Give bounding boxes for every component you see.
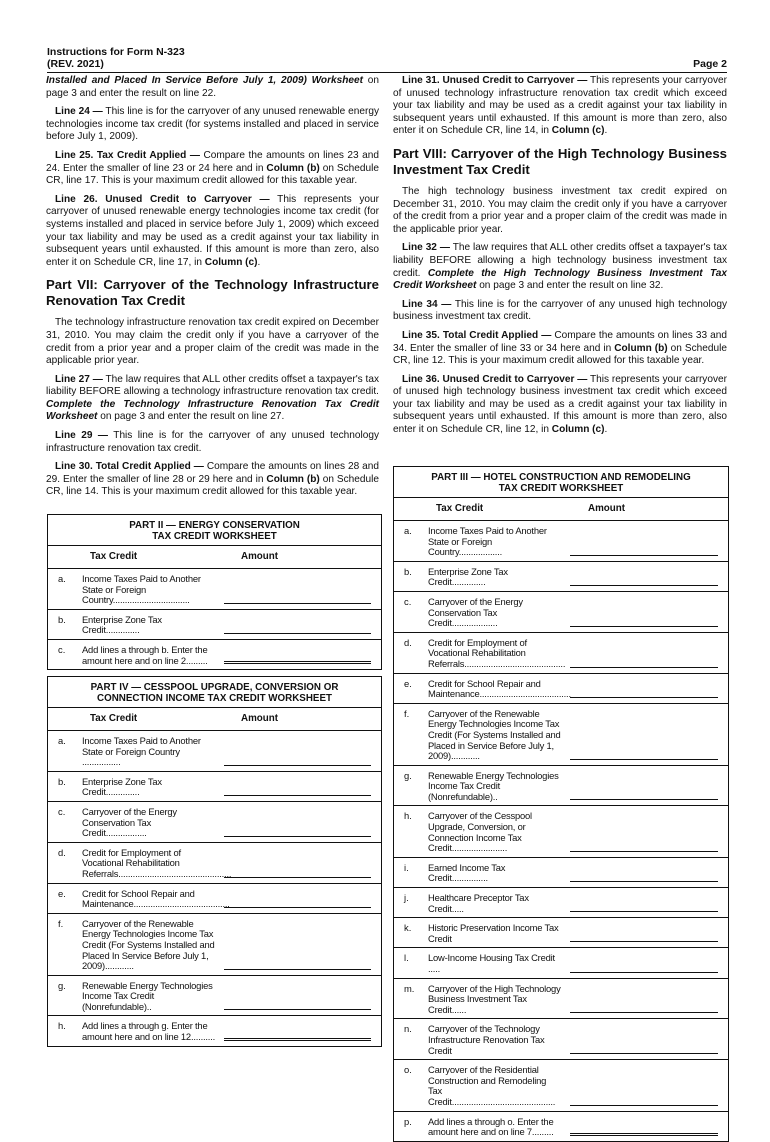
amount-entry-line[interactable] bbox=[224, 906, 371, 908]
worksheet-row bbox=[48, 568, 381, 609]
row-label: Low-Income Housing Tax Credit ..... bbox=[428, 952, 555, 974]
revision: (REV. 2021) bbox=[47, 58, 104, 70]
row-letter: i. bbox=[404, 861, 409, 873]
worksheet-title-line: TAX CREDIT WORKSHEET bbox=[152, 531, 277, 542]
row-label: Income Taxes Paid to Another State or Foreign Country................................ bbox=[82, 573, 201, 606]
amount-entry-line[interactable] bbox=[224, 968, 371, 970]
row-label: Credit for Employment of Vocational Rehabilitation Referrals............................................... bbox=[82, 846, 232, 879]
left-column bbox=[46, 75, 379, 505]
row-letter: b. bbox=[58, 613, 66, 625]
row-label: Carryover of the Energy Conservation Tax Credit................. bbox=[82, 805, 177, 839]
row-letter: a. bbox=[58, 573, 66, 584]
worksheet-row bbox=[394, 591, 728, 632]
amount-entry-line[interactable] bbox=[570, 666, 718, 668]
row-label: Enterprise Zone Tax Credit.............. bbox=[82, 613, 162, 636]
worksheet-row bbox=[394, 917, 728, 947]
amount-entry-line[interactable] bbox=[570, 798, 718, 800]
tax-credit-column-header: Tax Credit bbox=[436, 503, 484, 514]
row-label: Carryover of the Residential Construction and Remodeling Tax Credit........................................... bbox=[428, 1064, 556, 1107]
worksheet-title-line: PART III — HOTEL CONSTRUCTION AND REMODELING bbox=[431, 472, 691, 483]
amount-entry-line[interactable] bbox=[570, 625, 718, 627]
row-letter: a. bbox=[404, 525, 412, 536]
amount-entry-line[interactable] bbox=[570, 1132, 718, 1136]
row-label: Healthcare Preceptor Tax Credit..... bbox=[428, 892, 529, 914]
row-letter: e. bbox=[58, 887, 66, 899]
amount-entry-line[interactable] bbox=[570, 910, 718, 912]
amount-entry-line[interactable] bbox=[570, 758, 718, 760]
amount-entry-line[interactable] bbox=[224, 632, 371, 634]
worksheet-column-headers bbox=[48, 708, 381, 730]
row-letter: k. bbox=[404, 922, 412, 934]
line-34-paragraph: Line 34 — This line is for the carryover of any unused high technology business investment tax credit. bbox=[393, 298, 727, 323]
row-letter: m. bbox=[404, 982, 415, 994]
row-label: Carryover of the Energy Conservation Tax Credit................... bbox=[428, 595, 523, 629]
row-letter: p. bbox=[404, 1115, 412, 1127]
row-label: Credit for School Repair and Maintenance...................................... bbox=[428, 677, 571, 700]
amount-entry-line[interactable] bbox=[570, 850, 718, 852]
page-number: Page 2 bbox=[693, 58, 727, 70]
row-label: Renewable Energy Technologies Income Tax Credit (Nonrefundable).. bbox=[82, 979, 213, 1012]
worksheet-row bbox=[48, 771, 381, 801]
worksheet-row bbox=[48, 842, 381, 883]
amount-entry-line[interactable] bbox=[570, 584, 718, 586]
line-32-paragraph: Line 32 — The law requires that ALL other credits offset a taxpayer's tax liability BEFORE allowing a high technology business investment tax credit. Complete the High Technology Business Investment Tax Credit Worksheet on page 3 and enter the result on line 32. bbox=[393, 242, 727, 292]
line-36-paragraph: Line 36. Unused Credit to Carryover — This represents your carryover of unused high technology business investment tax credit which exceed your tax liability and may be used as a credit against your tax liability in subsequent years until exhausted. If this amount is more than zero, also enter it on Schedule CR, line 12, in Column (c). bbox=[393, 373, 727, 436]
row-letter: o. bbox=[404, 1064, 412, 1076]
part-3-worksheet bbox=[393, 466, 729, 1142]
amount-entry-line[interactable] bbox=[570, 940, 718, 942]
worksheet-title-line: PART IV — CESSPOOL UPGRADE, CONVERSION OR bbox=[90, 682, 339, 693]
amount-entry-line[interactable] bbox=[224, 764, 371, 766]
worksheet-row bbox=[48, 975, 381, 1016]
amount-entry-line[interactable] bbox=[224, 876, 371, 878]
form-title: Instructions for Form N-323 bbox=[47, 46, 185, 58]
worksheet-row bbox=[394, 887, 728, 917]
line-35-paragraph: Line 35. Total Credit Applied — Compare the amounts on lines 33 and 34. Enter the smaller of line 33 or 34 here and in Column (b) on Schedule CR, line 12. This is your maximum credit allowed for this taxable year. bbox=[393, 329, 727, 367]
amount-entry-line[interactable] bbox=[570, 1052, 718, 1054]
amount-column-header: Amount bbox=[241, 713, 279, 724]
worksheet-row bbox=[394, 1018, 728, 1059]
worksheet-row bbox=[394, 978, 728, 1019]
row-letter: c. bbox=[58, 805, 66, 817]
row-letter: h. bbox=[404, 810, 412, 822]
row-letter: d. bbox=[58, 846, 66, 858]
amount-entry-line[interactable] bbox=[224, 1008, 371, 1010]
amount-entry-line[interactable] bbox=[570, 696, 718, 698]
amount-entry-line[interactable] bbox=[570, 1104, 718, 1106]
line-26-paragraph: Line 26. Unused Credit to Carryover — This represents your carryover of unused renewable energy technologies income tax credit (for systems installed and placed in service before July 1, 2009) which exceed your tax liability and may be used as a credit against your tax liability in subsequent years until exhausted. If this amount is more than zero, also enter it on Schedule CR, line 17, in Column (c). bbox=[46, 193, 379, 268]
line-27-paragraph: Line 27 — The law requires that ALL other credits offset a taxpayer's tax liability BEFORE allowing a technology infrastructure renovation tax credit. Complete the Technology Infrastructure Renovation Tax Credit Worksheet on page 3 and enter the result on line 27. bbox=[46, 373, 380, 423]
worksheet-row bbox=[394, 520, 728, 561]
worksheet-title bbox=[394, 467, 728, 498]
worksheet-row bbox=[48, 883, 381, 913]
row-label: Add lines a through o. Enter the amount here and on line 7......... bbox=[428, 1115, 554, 1138]
worksheet-title-line: PART II — ENERGY CONSERVATION bbox=[129, 520, 300, 531]
amount-entry-line[interactable] bbox=[224, 835, 371, 837]
row-letter: c. bbox=[404, 595, 412, 607]
amount-entry-line[interactable] bbox=[570, 880, 718, 882]
tax-credit-column-header: Tax Credit bbox=[90, 713, 138, 724]
row-label: Add lines a through g. Enter the amount here and on line 12.......... bbox=[82, 1020, 215, 1043]
row-letter: g. bbox=[58, 979, 66, 991]
worksheet-row bbox=[48, 639, 381, 669]
worksheet-row bbox=[394, 632, 728, 673]
row-label: Carryover of the High Technology Business Investment Tax Credit...... bbox=[428, 982, 561, 1015]
row-label: Carryover of the Technology Infrastructure Renovation Tax Credit bbox=[428, 1023, 545, 1056]
row-label: Carryover of the Renewable Energy Technologies Income Tax Credit (For Systems Installed and Placed In Service Before July 1, 2009)............ bbox=[82, 917, 215, 972]
worksheet-row bbox=[394, 805, 728, 856]
row-letter: b. bbox=[58, 775, 66, 787]
worksheet-row bbox=[48, 801, 381, 842]
row-label: Enterprise Zone Tax Credit.............. bbox=[82, 775, 162, 798]
worksheet-row bbox=[394, 765, 728, 806]
amount-entry-line[interactable] bbox=[570, 554, 718, 556]
row-letter: h. bbox=[58, 1020, 66, 1032]
amount-entry-line[interactable] bbox=[570, 1011, 718, 1013]
amount-entry-line[interactable] bbox=[570, 971, 718, 973]
row-letter: e. bbox=[404, 677, 412, 689]
row-letter: g. bbox=[404, 769, 412, 781]
part-4-worksheet bbox=[47, 676, 382, 1047]
row-label: Credit for Employment of Vocational Rehabilitation Referrals.......................................... bbox=[428, 636, 566, 669]
worksheet-row bbox=[48, 1015, 381, 1045]
worksheet-title-line: CONNECTION INCOME TAX CREDIT WORKSHEET bbox=[97, 693, 332, 704]
worksheet-row bbox=[394, 1059, 728, 1110]
row-letter: f. bbox=[58, 917, 64, 929]
tax-credit-column-header: Tax Credit bbox=[90, 551, 138, 562]
worksheet-row bbox=[394, 561, 728, 591]
worksheet-column-headers bbox=[48, 546, 381, 568]
intro-paragraph: Installed and Placed In Service Before July 1, 2009) Worksheet on page 3 and enter the result on line 22. bbox=[46, 75, 379, 99]
row-letter: l. bbox=[404, 952, 409, 964]
row-letter: f. bbox=[404, 707, 410, 719]
worksheet-row bbox=[394, 1111, 728, 1141]
amount-entry-line[interactable] bbox=[224, 1037, 371, 1041]
worksheet-row bbox=[394, 703, 728, 765]
part-8-heading: Part VIII: Carryover of the High Technology Business Investment Tax Credit bbox=[393, 145, 727, 177]
line-25-paragraph: Line 25. Tax Credit Applied — Compare the amounts on lines 23 and 24. Enter the smaller of line 23 or 24 here and in Column (b) on Schedule CR, line 17. This is your maximum credit allowed for this taxable year. bbox=[46, 149, 379, 187]
worksheet-row bbox=[394, 673, 728, 703]
row-letter: a. bbox=[58, 735, 66, 746]
part-7-heading: Part VII: Carryover of the Technology Infrastructure Renovation Tax Credit bbox=[46, 277, 379, 309]
page-header bbox=[47, 46, 727, 70]
part-2-worksheet bbox=[47, 514, 382, 670]
row-letter: d. bbox=[404, 636, 412, 648]
row-label: Add lines a through b. Enter the amount here and on line 2......... bbox=[82, 643, 208, 666]
row-label: Carryover of the Renewable Energy Technologies Income Tax Credit (For Systems Installed and Placed in Service Before July 1, 2009)............ bbox=[428, 707, 561, 762]
row-letter: c. bbox=[58, 643, 66, 655]
worksheet-row bbox=[48, 609, 381, 639]
row-label: Historic Preservation Income Tax Credit bbox=[428, 922, 559, 944]
row-label: Income Taxes Paid to Another State or Foreign Country ................ bbox=[82, 735, 201, 768]
worksheet-title bbox=[48, 515, 381, 546]
part-7-intro: The technology infrastructure renovation tax credit expired on December 31, 2010. You may claim the credit only if you have a carryover of the credit from a prior year and a proper claim of the credit was made in the applicable prior year. bbox=[46, 317, 379, 367]
worksheet-row bbox=[48, 730, 381, 771]
amount-entry-line[interactable] bbox=[224, 660, 371, 664]
line-30-paragraph: Line 30. Total Credit Applied — Compare the amounts on lines 28 and 29. Enter the smaller of line 28 or 29 here and in Column (b) on Schedule CR, line 14. This is your maximum credit allowed for this taxable year. bbox=[46, 461, 379, 498]
row-label: Income Taxes Paid to Another State or Foreign Country.................. bbox=[428, 525, 547, 558]
row-label: Earned Income Tax Credit............... bbox=[428, 861, 506, 884]
row-label: Enterprise Zone Tax Credit.............. bbox=[428, 565, 508, 588]
worksheet-column-headers bbox=[394, 498, 728, 520]
row-label: Renewable Energy Technologies Income Tax Credit (Nonrefundable).. bbox=[428, 769, 559, 802]
part-8-intro: The high technology business investment tax credit expired on December 31, 2010. You may claim the credit only if you have a carryover of the credit from a prior year and a proper claim of the credit was made in the applicable prior year. bbox=[393, 185, 727, 235]
row-label: Credit for School Repair and Maintenance........................................ bbox=[82, 887, 230, 910]
line-31-paragraph: Line 31. Unused Credit to Carryover — This represents your carryover of unused technology infrastructure renovation tax credit which exceed your tax liability and may be used as a credit against your tax liability in subsequent years until exhausted. If this amount is more than zero, also enter it on Schedule CR, line 14, in Column (c). bbox=[393, 75, 727, 137]
row-letter: b. bbox=[404, 565, 412, 577]
line-24-paragraph: Line 24 — This line is for the carryover of any unused renewable energy technologies income tax credit (for systems installed and placed in service before July 1, 2009). bbox=[46, 106, 379, 143]
amount-column-header: Amount bbox=[588, 503, 626, 514]
worksheet-title-line: TAX CREDIT WORKSHEET bbox=[498, 483, 624, 494]
worksheet-row bbox=[394, 857, 728, 887]
amount-entry-line[interactable] bbox=[224, 794, 371, 796]
worksheet-row bbox=[394, 947, 728, 977]
worksheet-title bbox=[48, 677, 381, 708]
row-letter: n. bbox=[404, 1023, 412, 1035]
amount-entry-line[interactable] bbox=[224, 602, 371, 604]
worksheet-row bbox=[48, 913, 381, 975]
header-rule bbox=[47, 72, 727, 73]
right-column bbox=[393, 75, 727, 443]
row-letter: j. bbox=[404, 892, 409, 904]
amount-column-header: Amount bbox=[241, 551, 279, 562]
row-label: Carryover of the Cesspool Upgrade, Conversion, or Connection Income Tax Credit....................... bbox=[428, 810, 532, 854]
line-29-paragraph: Line 29 — This line is for the carryover of any unused technology infrastructure renovation tax credit. bbox=[46, 430, 379, 454]
